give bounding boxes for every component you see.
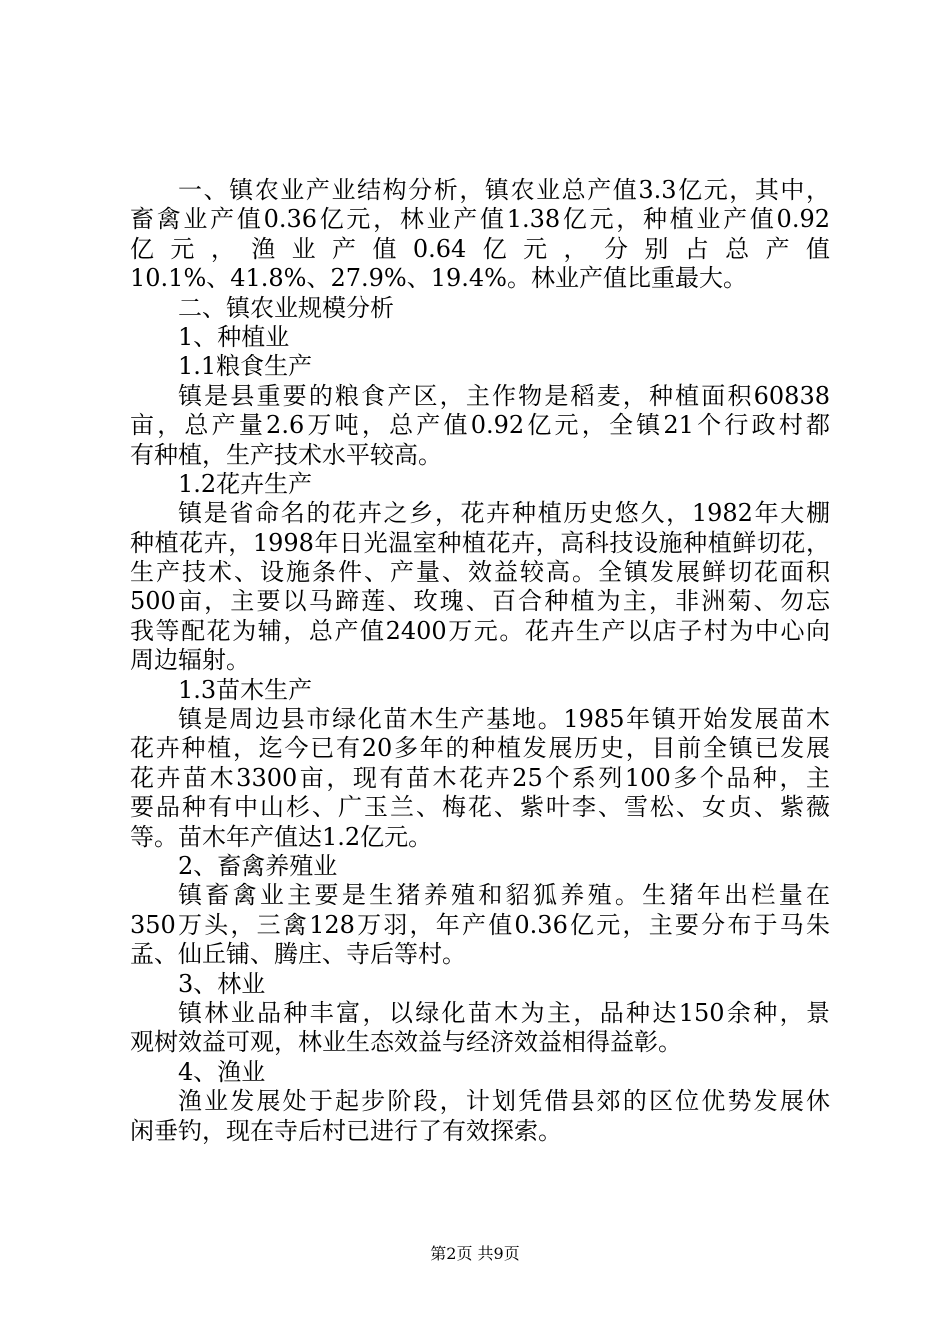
text-line: 孟、仙丘铺、腾庄、寺后等村。 xyxy=(130,940,466,969)
text-line: 镇畜禽业主要是生猪养殖和貂狐养殖。生猪年出栏量在 xyxy=(178,881,830,910)
text-line: 一、镇农业产业结构分析，镇农业总产值3.3亿元，其中， xyxy=(178,176,830,204)
text-line: 镇林业品种丰富，以绿化苗木为主，品种达150余种，景 xyxy=(178,998,830,1027)
text-line: 花卉苗木3300亩，现有苗木花卉25个系列100多个品种，主 xyxy=(130,763,830,792)
section-heading: 1、种植业 xyxy=(178,322,290,351)
text-line: 生产技术、设施条件、产量、效益较高。全镇发展鲜切花面积 xyxy=(130,558,830,587)
text-line: 镇是周边县市绿化苗木生产基地。1985年镇开始发展苗木 xyxy=(178,705,830,734)
text-line: 畜禽业产值0.36亿元，林业产值1.38亿元，种植业产值0.92 xyxy=(130,205,830,234)
text-line: 花卉种植，迄今已有20多年的种植发展历史，目前全镇已发展 xyxy=(130,734,830,763)
document-body xyxy=(130,176,830,1146)
text-line: 亩，总产量2.6万吨，总产值0.92亿元，全镇21个行政村都 xyxy=(130,411,830,440)
text-line: 周边辐射。 xyxy=(130,646,250,675)
text-line: 渔业发展处于起步阶段，计划凭借县郊的区位优势发展休 xyxy=(178,1087,830,1116)
section-heading: 3、林业 xyxy=(178,969,266,998)
text-line: 观树效益可观，林业生态效益与经济效益相得益彰。 xyxy=(130,1028,682,1057)
subsection-heading: 1.2花卉生产 xyxy=(178,469,313,498)
text-line: 镇是省命名的花卉之乡，花卉种植历史悠久，1982年大棚 xyxy=(178,499,830,528)
text-line: 亿元，渔业产值0.64亿元，分别占总产值 xyxy=(130,234,830,263)
text-line: 500亩，主要以马蹄莲、玫瑰、百合种植为主，非洲菊、勿忘 xyxy=(130,587,830,616)
text-line: 我等配花为辅，总产值2400万元。花卉生产以店子村为中心向 xyxy=(130,616,830,645)
subsection-heading: 1.1粮食生产 xyxy=(178,352,313,381)
text-line: 等。苗木年产值达1.2亿元。 xyxy=(130,822,433,851)
page-number-footer: 第2页 共9页 xyxy=(430,1244,520,1263)
text-line: 要品种有中山杉、广玉兰、梅花、紫叶李、雪松、女贞、紫薇 xyxy=(130,793,830,822)
text-line: 种植花卉，1998年日光温室种植花卉，高科技设施种植鲜切花， xyxy=(130,528,830,557)
section-heading: 4、渔业 xyxy=(178,1057,266,1086)
text-line: 350万头，三禽128万羽，年产值0.36亿元，主要分布于马朱 xyxy=(130,910,830,939)
section-heading: 2、畜禽养殖业 xyxy=(178,851,338,880)
subsection-heading: 1.3苗木生产 xyxy=(178,675,313,704)
text-line: 闲垂钓，现在寺后村已进行了有效探索。 xyxy=(130,1116,562,1145)
section-heading: 二、镇农业规模分析 xyxy=(178,293,394,322)
text-line: 镇是县重要的粮食产区，主作物是稻麦，种植面积60838 xyxy=(178,381,830,410)
text-line: 有种植，生产技术水平较高。 xyxy=(130,440,442,469)
text-line: 10.1%、41.8%、27.9%、19.4%。林业产值比重最大。 xyxy=(130,264,747,293)
